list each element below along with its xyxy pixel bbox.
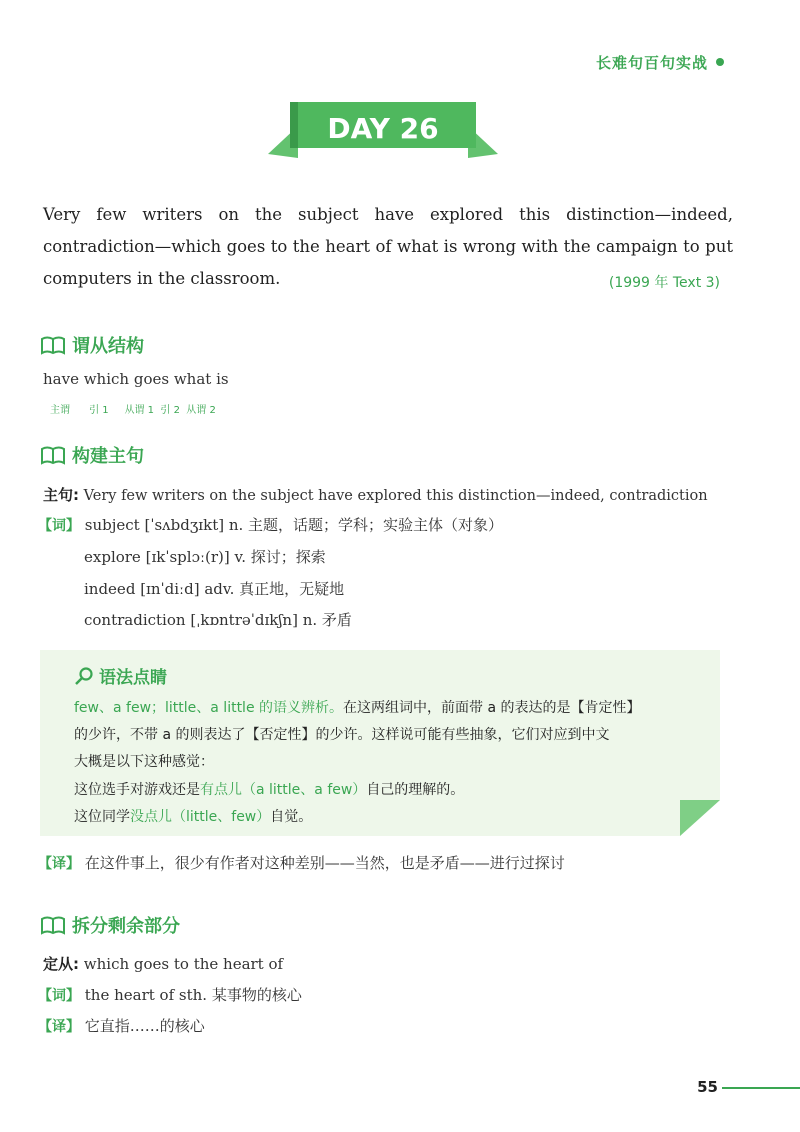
vocab-definition: the heart of sth. 某事物的核心 <box>84 986 302 1004</box>
vocab-tag: 【词】 <box>38 518 80 534</box>
section-heading-skeleton <box>40 332 144 358</box>
section-title: 谓从结构 <box>72 336 144 357</box>
main-clause-label: 主句: <box>43 486 79 504</box>
section-title: 构建主句 <box>72 446 144 467</box>
skeleton-labels: 主谓 引 1 从谓 1 引 2 从谓 2 <box>50 405 216 416</box>
vocab-phonetic: [ˌkɒntrəˈdɪkʃn] <box>190 611 298 629</box>
vocab-word: contradiction <box>84 611 186 629</box>
grammar-text: 在这两组词中，前面带 a 的表达的是【肯定性】 <box>343 700 641 716</box>
section-heading-remainder <box>40 912 180 938</box>
vocab-row <box>84 546 326 567</box>
page-number: 55 <box>697 1078 718 1096</box>
vocab-row <box>38 514 503 535</box>
book-icon <box>40 445 66 465</box>
vocab-definition: n. 主题，话题；学科；实验主体（对象） <box>228 516 504 534</box>
grammar-line-4 <box>74 779 464 799</box>
running-header: 长难句百句实战 <box>595 54 708 72</box>
day-banner <box>268 96 498 164</box>
sentence-source: (1999 年 Text 3) <box>608 275 720 291</box>
relative-clause-line <box>43 953 283 974</box>
grammar-line-3: 大概是以下这种感觉： <box>74 754 214 770</box>
book-icon <box>40 335 66 355</box>
relative-clause-label: 定从: <box>43 955 79 973</box>
vocab-word: indeed <box>84 580 136 598</box>
banner-text: DAY 26 <box>327 112 439 145</box>
translation-tag: 【译】 <box>38 1019 80 1035</box>
vocab-definition: n. 矛盾 <box>302 611 352 629</box>
translation-line <box>38 1015 205 1036</box>
vocab-phonetic: [ɪnˈdiːd] <box>140 580 200 598</box>
page-number-rule <box>722 1087 800 1089</box>
grammar-highlight: 有点儿（a little、a few） <box>200 782 367 798</box>
translation-line <box>38 852 565 873</box>
header-dot <box>716 58 724 66</box>
section-title: 拆分剩余部分 <box>72 916 180 937</box>
relative-clause-text: which goes to the heart of <box>79 955 284 973</box>
magnifier-icon <box>74 666 94 686</box>
main-sentence: Very few writers on the subject have explored this distinction—indeed, contradiction—which goes to the heart of what is wrong with the campaign to put computers in the classroom. <box>43 205 733 288</box>
vocab-definition: adv. 真正地，无疑地 <box>204 580 345 598</box>
vocab-row <box>84 578 344 599</box>
vocab-phonetic: [ɪkˈsplɔː(r)] <box>145 548 230 566</box>
grammar-highlight: few、a few；little、a little 的语义辨析。 <box>74 700 344 716</box>
skeleton-line: have which goes what is <box>43 370 229 388</box>
grammar-text: 自觉。 <box>270 809 313 825</box>
grammar-line-1 <box>74 697 641 717</box>
grammar-heading <box>74 663 167 688</box>
vocab-definition: v. 探讨；探索 <box>234 548 326 566</box>
grammar-highlight: 没点儿（little、few） <box>130 809 271 825</box>
grammar-title: 语法点睛 <box>99 668 167 688</box>
grammar-text: 这位选手对游戏还是 <box>74 782 200 798</box>
book-icon <box>40 915 66 935</box>
grammar-text: 自己的理解的。 <box>366 782 465 798</box>
vocab-phonetic: [ˈsʌbdʒɪkt] <box>144 516 225 534</box>
translation-tag: 【译】 <box>38 856 80 872</box>
translation-text: 它直指……的核心 <box>84 1017 205 1035</box>
section-heading-main-clause <box>40 442 144 468</box>
grammar-text: 这位同学 <box>74 809 130 825</box>
vocab-row <box>84 609 352 630</box>
main-clause-line <box>43 484 708 505</box>
main-clause-text: Very few writers on the subject have explored this distinction—indeed, contradiction <box>79 488 708 504</box>
vocab-word: subject <box>84 516 140 534</box>
grammar-line-5 <box>74 806 312 826</box>
translation-text: 在这件事上，很少有作者对这种差别——当然，也是矛盾——进行过探讨 <box>84 854 565 872</box>
vocab-tag: 【词】 <box>38 988 80 1004</box>
grammar-line-2: 的少许，不带 a 的则表达了【否定性】的少许。这样说可能有些抽象，它们对应到中文 <box>74 727 610 743</box>
vocab-row <box>38 984 302 1005</box>
page-fold-corner <box>680 800 720 836</box>
vocab-word: explore <box>84 548 141 566</box>
